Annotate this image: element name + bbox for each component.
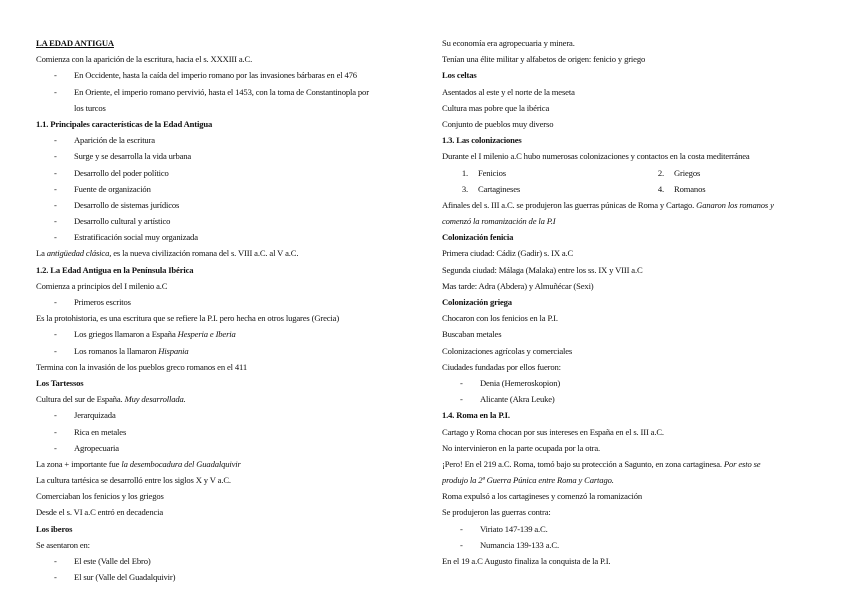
list-item: - Viriato 147-139 a.C. — [460, 523, 548, 534]
paragraph: La zona + importante fue la desembocadura del Guadalquivir — [36, 458, 241, 469]
paragraph: Comienza a principios del I milenio a.C — [36, 280, 168, 291]
paragraph: Cartago y Roma chocan por sus intereses en España en el s. III a.C. — [442, 426, 664, 437]
paragraph: Roma expulsó a los cartagineses y comenzó la romanización — [442, 491, 643, 502]
list-item: - Rica en metales — [54, 426, 127, 437]
paragraph: Cultura mas pobre que la ibérica — [442, 102, 550, 113]
paragraph-continuation: produjo la 2ª Guerra Púnica entre Roma y Cartago. — [442, 475, 614, 486]
list-item: - Jerarquizada — [54, 410, 116, 421]
list-item: - Surge y se desarrolla la vida urbana — [54, 151, 192, 162]
list-item: - Primeros escritos — [54, 297, 131, 307]
list-item: - Agropecuaria — [54, 442, 119, 453]
paragraph: Comerciaban los fenicios y los griegos — [36, 491, 164, 502]
list-item: - Desarrollo del poder político — [54, 167, 169, 178]
paragraph: Afinales del s. III a.C. se produjeron las guerras púnicas de Roma y Cartago. Ganaron los romanos y — [442, 199, 774, 210]
paragraph: Su economía era agropecuaria y minera. — [442, 38, 575, 48]
paragraph: Durante el I milenio a.C hubo numerosas colonizaciones y contactos en la costa mediterránea — [442, 151, 750, 162]
list-item: - Desarrollo cultural y artístico — [54, 216, 171, 227]
paragraph: Mas tarde: Adra (Abdera) y Almuñécar (Sexi) — [442, 280, 594, 291]
paragraph: Segunda ciudad: Málaga (Malaka) entre los ss. IX y VIII a.C — [442, 264, 643, 275]
list-item: - Aparición de la escritura — [54, 135, 155, 146]
list-item: - En Oriente, el imperio romano pervivió, hasta el 1453, con la toma de Constantinopla por — [54, 86, 369, 97]
paragraph: Ciudades fundadas por ellos fueron: — [442, 361, 561, 372]
heading-colonizacion-fenicia: Colonización fenicia — [442, 232, 514, 243]
heading-tartessos: Los Tartessos — [36, 377, 84, 388]
heading-iberos: Los iberos — [36, 523, 73, 534]
paragraph: ¡Pero! En el 219 a.C. Roma, tomó bajo su protección a Sagunto, en zona cartaginesa. Por esto se — [442, 458, 761, 469]
paragraph: Conjunto de pueblos muy diverso — [442, 118, 554, 129]
list-item: - El sur (Valle del Guadalquivir) — [54, 572, 176, 583]
list-item: - Los romanos la llamaron Hispania — [54, 345, 189, 356]
paragraph: Asentados al este y el norte de la meseta — [442, 86, 575, 97]
heading-celtas: Los celtas — [442, 70, 477, 81]
paragraph: En el 19 a.C Augusto finaliza la conquista de la P.I. — [442, 556, 611, 566]
numbered-list-row: 1. Fenicios 2. Griegos — [461, 167, 701, 178]
list-item: - Estratificación social muy organizada — [54, 232, 198, 243]
list-item-continuation: los turcos — [74, 102, 106, 113]
paragraph: Termina con la invasión de los pueblos greco romanos en el 411 — [36, 361, 248, 372]
list-item: - Numancia 139-133 a.C. — [460, 539, 559, 550]
list-item: - Fuente de organización — [54, 183, 151, 194]
list-item: - Denia (Hemeroskopion) — [460, 377, 561, 388]
paragraph: Chocaron con los fenicios en la P.I. — [442, 313, 558, 324]
paragraph: Colonizaciones agrícolas y comerciales — [442, 345, 573, 356]
paragraph: Primera ciudad: Cádiz (Gadir) s. IX a.C — [442, 248, 574, 259]
numbered-list-row: 3. Cartagineses 4. Romanos — [461, 183, 706, 194]
list-item: - El este (Valle del Ebro) — [54, 556, 151, 566]
paragraph: Buscaban metales — [442, 329, 502, 340]
section-heading-1-1: 1.1. Principales características de la Edad Antigua — [36, 118, 213, 129]
list-item: - Alicante (Akra Leuke) — [460, 394, 555, 405]
left-column — [36, 35, 416, 585]
paragraph: Se produjeron las guerras contra: — [442, 507, 551, 518]
paragraph: Es la protohistoria, es una escritura que se refiere la P.I. pero hecha en otros lugares (Grecia) — [36, 313, 340, 324]
section-heading-1-4: 1.4. Roma en la P.I. — [442, 410, 510, 421]
paragraph-continuation: comenzó la romanización de la P.I — [442, 216, 556, 227]
paragraph: Cultura del sur de España. Muy desarrollada. — [36, 394, 186, 405]
document-title: LA EDAD ANTIGUA — [36, 38, 114, 48]
paragraph: Tenían una élite militar y alfabetos de origen: fenicio y griego — [442, 54, 646, 65]
paragraph: La cultura tartésica se desarrolló entre los siglos X y V a.C. — [36, 475, 231, 486]
heading-colonizacion-griega: Colonización griega — [442, 297, 512, 307]
list-item: - En Occidente, hasta la caída del imperio romano por las invasiones bárbaras en el 476 — [54, 70, 357, 81]
section-heading-1-3: 1.3. Las colonizaciones — [442, 135, 522, 146]
paragraph: No intervinieron en la parte ocupada por la otra. — [442, 442, 601, 453]
paragraph: Desde el s. VI a.C entró en decadencia — [36, 507, 164, 518]
paragraph: La antigüedad clásica, es la nueva civilización romana del s. VIII a.C. al V a.C. — [36, 248, 299, 259]
list-item: - Desarrollo de sistemas jurídicos — [54, 199, 180, 210]
paragraph: Se asentaron en: — [36, 539, 90, 550]
intro-text: Comienza con la aparición de la escritura, hacia el s. XXXIII a.C. — [36, 54, 253, 65]
right-column — [442, 35, 822, 569]
section-heading-1-2: 1.2. La Edad Antigua en la Península Ibérica — [36, 264, 194, 275]
list-item: - Los griegos llamaron a España Hesperia e Iberia — [54, 329, 236, 340]
